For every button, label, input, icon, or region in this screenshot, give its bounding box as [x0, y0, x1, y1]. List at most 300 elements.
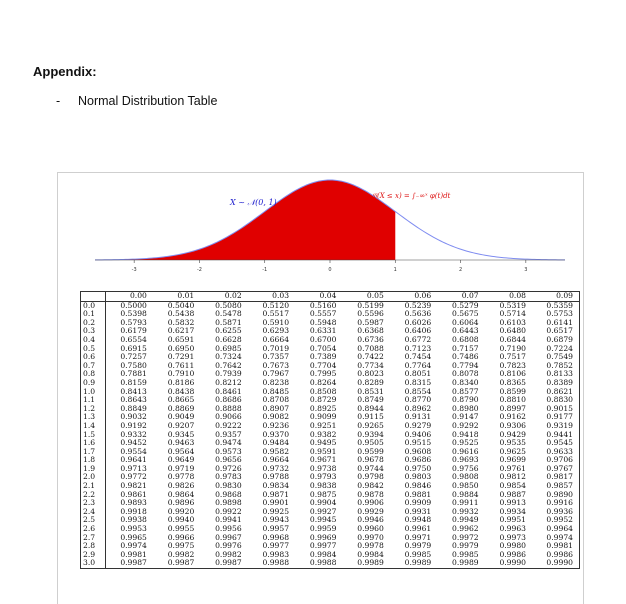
table-cell: 0.9913	[499, 498, 527, 508]
table-cell: 0.9573	[215, 446, 242, 456]
table-cell: 0.8289	[357, 377, 384, 387]
table-cell: 0.9732	[262, 463, 290, 473]
table-cell: 0.9474	[215, 438, 242, 448]
table-cell: 0.8078	[452, 369, 479, 379]
table-cell: 0.9986	[499, 549, 527, 559]
table-cell: 0.7734	[357, 360, 384, 370]
table-cell: 0.9693	[452, 455, 479, 465]
table-cell: 0.9985	[404, 549, 432, 559]
table-cell: 0.9821	[120, 481, 147, 491]
table-cell: 0.8159	[120, 377, 147, 387]
table-cell: 0.9678	[357, 455, 384, 465]
table-cell: 0.8508	[309, 386, 337, 396]
table-cell: 0.9292	[452, 420, 479, 430]
table-cell: 0.5871	[215, 317, 242, 327]
table-row	[81, 559, 580, 568]
row-header-z: 2.3	[81, 499, 106, 508]
table-cell: 0.9982	[215, 549, 242, 559]
table-cell: 0.9744	[357, 463, 384, 473]
table-cell: 0.9925	[262, 506, 290, 516]
row-header-z: 0.4	[81, 336, 106, 345]
column-header: 0.08	[485, 292, 532, 302]
table-cell: 0.6554	[120, 334, 147, 344]
table-cell: 0.9857	[546, 481, 573, 491]
row-header-z: 2.8	[81, 542, 106, 551]
table-cell: 0.9671	[309, 455, 337, 465]
table-cell: 0.8389	[546, 377, 573, 387]
column-header: 0.02	[200, 292, 247, 302]
table-cell: 0.5120	[262, 300, 290, 310]
table-cell: 0.8686	[215, 395, 242, 405]
table-cell: 0.9265	[357, 420, 384, 430]
table-body	[81, 301, 580, 568]
table-cell: 0.9222	[215, 420, 242, 430]
table-cell: 0.9495	[309, 438, 337, 448]
x-tick-label: 1	[393, 267, 397, 273]
table-cell: 0.9861	[120, 489, 147, 499]
table-cell: 0.8997	[499, 403, 527, 413]
table-cell: 0.9884	[452, 489, 479, 499]
table-cell: 0.7794	[452, 360, 479, 370]
table-cell: 0.9812	[499, 472, 527, 482]
table-cell: 0.9945	[309, 515, 337, 525]
table-cell: 0.9738	[309, 463, 337, 473]
table-cell: 0.9990	[485, 559, 532, 568]
table-cell: 0.9967	[215, 532, 242, 542]
table-cell: 0.9988	[295, 559, 342, 568]
table-cell: 0.7580	[120, 360, 147, 370]
table-cell: 0.9082	[262, 412, 290, 422]
x-tick-label: 0	[328, 267, 332, 273]
row-header-z: 2.1	[81, 482, 106, 491]
table-cell: 0.9953	[120, 524, 147, 534]
table-cell: 0.8413	[120, 386, 147, 396]
table-cell: 0.9788	[262, 472, 290, 482]
table-cell: 0.9382	[309, 429, 337, 439]
table-cell: 0.6844	[499, 334, 527, 344]
table-cell: 0.8133	[546, 369, 573, 379]
table-cell: 0.9983	[262, 549, 290, 559]
row-header-z: 0.5	[81, 345, 106, 354]
table-cell: 0.9830	[215, 481, 242, 491]
table-cell: 0.9875	[309, 489, 337, 499]
table-cell: 0.5675	[452, 309, 479, 319]
row-header-z: 2.4	[81, 508, 106, 517]
table-cell: 0.6480	[499, 326, 527, 336]
x-tick-label: -2	[196, 267, 202, 273]
table-cell: 0.9931	[404, 506, 432, 516]
table-cell: 0.9441	[546, 429, 573, 439]
table-cell: 0.5714	[499, 309, 527, 319]
table-cell: 0.5832	[167, 317, 195, 327]
table-cell: 0.5793	[120, 317, 147, 327]
row-header-z: 0.6	[81, 353, 106, 362]
table-cell: 0.9922	[215, 506, 242, 516]
table-cell: 0.5398	[120, 309, 147, 319]
table-cell: 0.9989	[437, 559, 484, 568]
table-cell: 0.9987	[153, 559, 200, 568]
table-cell: 0.9131	[404, 412, 432, 422]
row-header-z: 0.0	[81, 301, 106, 310]
table-cell: 0.7324	[215, 352, 242, 362]
table-cell: 0.9938	[120, 515, 147, 525]
table-cell: 0.8980	[452, 403, 479, 413]
table-cell: 0.9162	[499, 412, 527, 422]
table-cell: 0.6628	[215, 334, 242, 344]
table-cell: 0.9962	[452, 524, 479, 534]
table-cell: 0.8023	[357, 369, 384, 379]
table-cell: 0.9756	[452, 463, 479, 473]
table-cell: 0.9955	[167, 524, 195, 534]
table-cell: 0.9966	[167, 532, 195, 542]
table-cell: 0.7389	[309, 352, 337, 362]
table-cell: 0.7224	[546, 343, 573, 353]
table-cell: 0.8438	[167, 386, 195, 396]
table-cell: 0.9979	[404, 541, 432, 551]
table-cell: 0.9850	[452, 481, 479, 491]
table-cell: 0.7123	[404, 343, 432, 353]
table-cell: 0.9975	[167, 541, 195, 551]
table-cell: 0.9418	[452, 429, 479, 439]
table-cell: 0.9973	[499, 532, 527, 542]
table-cell: 0.9664	[262, 455, 290, 465]
table-cell: 0.8106	[499, 369, 527, 379]
table-cell: 0.9989	[390, 559, 437, 568]
table-cell: 0.9936	[546, 506, 573, 516]
table-cell: 0.8849	[120, 403, 147, 413]
table-cell: 0.9726	[215, 463, 242, 473]
table-cell: 0.6026	[404, 317, 432, 327]
table-cell: 0.9713	[120, 463, 147, 473]
column-header: 0.01	[153, 292, 200, 302]
table-cell: 0.7764	[404, 360, 432, 370]
table-cell: 0.5000	[120, 300, 147, 310]
table-cell: 0.9864	[167, 489, 195, 499]
table-cell: 0.9916	[546, 498, 573, 508]
row-header-z: 3.0	[81, 559, 106, 568]
table-cell: 0.9977	[309, 541, 337, 551]
table-cell: 0.9969	[309, 532, 337, 542]
table-cell: 0.9989	[342, 559, 389, 568]
table-cell: 0.8810	[499, 395, 527, 405]
table-cell: 0.9463	[167, 438, 195, 448]
table-cell: 0.8888	[215, 403, 242, 413]
table-cell: 0.9904	[309, 498, 337, 508]
table-cell: 0.8907	[262, 403, 290, 413]
table-cell: 0.9251	[309, 420, 337, 430]
table-cell: 0.5517	[262, 309, 290, 319]
column-header: 0.03	[248, 292, 295, 302]
normal-curve-plot	[58, 173, 583, 293]
table-cell: 0.9984	[309, 549, 337, 559]
table-cell: 0.8925	[309, 403, 337, 413]
row-header-z: 0.2	[81, 319, 106, 328]
table-cell: 0.9564	[167, 446, 195, 456]
table-cell: 0.9066	[215, 412, 242, 422]
table-cell: 0.9961	[404, 524, 432, 534]
table-cell: 0.6950	[167, 343, 195, 353]
table-cell: 0.9357	[215, 429, 242, 439]
table-cell: 0.8485	[262, 386, 290, 396]
table-cell: 0.8869	[167, 403, 195, 413]
table-cell: 0.7190	[499, 343, 527, 353]
row-header-z: 1.1	[81, 396, 106, 405]
column-header: 0.06	[390, 292, 437, 302]
table-cell: 0.8749	[357, 395, 384, 405]
table-cell: 0.6915	[120, 343, 147, 353]
column-header: 0.07	[437, 292, 484, 302]
table-cell: 0.9793	[309, 472, 337, 482]
table-cell: 0.9484	[262, 438, 290, 448]
table-cell: 0.6103	[499, 317, 527, 327]
row-header-z: 2.6	[81, 525, 106, 534]
table-cell: 0.7257	[120, 352, 147, 362]
row-header-z: 2.2	[81, 491, 106, 500]
table-cell: 0.8531	[357, 386, 384, 396]
table-cell: 0.7939	[215, 369, 242, 379]
row-header-z: 2.9	[81, 551, 106, 560]
table-cell: 0.7088	[357, 343, 384, 353]
table-cell: 0.9656	[215, 455, 242, 465]
x-tick-label: 3	[524, 267, 528, 273]
table-cell: 0.9981	[546, 541, 573, 551]
table-cell: 0.7549	[546, 352, 573, 362]
distribution-label: X ~ 𝒩(0, 1)	[230, 198, 277, 207]
table-cell: 0.7881	[120, 369, 147, 379]
table-cell: 0.6772	[404, 334, 432, 344]
table-cell: 0.9986	[546, 549, 573, 559]
table-cell: 0.7642	[215, 360, 242, 370]
table-cell: 0.6700	[309, 334, 337, 344]
table-cell: 0.9826	[167, 481, 195, 491]
table-cell: 0.8621	[546, 386, 573, 396]
table-cell: 0.7357	[262, 352, 290, 362]
table-cell: 0.9898	[215, 498, 242, 508]
table-cell: 0.9963	[499, 524, 527, 534]
table-cell: 0.9147	[452, 412, 479, 422]
row-header-z: 0.7	[81, 362, 106, 371]
table-cell: 0.7967	[262, 369, 290, 379]
table-cell: 0.9920	[167, 506, 195, 516]
table-cell: 0.5279	[452, 300, 479, 310]
table-cell: 0.8212	[215, 377, 242, 387]
table-cell: 0.7422	[357, 352, 384, 362]
normal-distribution-table	[80, 291, 580, 569]
row-header-z: 1.0	[81, 388, 106, 397]
table-cell: 0.9982	[167, 549, 195, 559]
table-cell: 0.8770	[404, 395, 432, 405]
table-cell: 0.9972	[452, 532, 479, 542]
table-cell: 0.9049	[167, 412, 195, 422]
table-cell: 0.9599	[357, 446, 384, 456]
table-cell: 0.8264	[309, 377, 337, 387]
table-cell: 0.5239	[404, 300, 432, 310]
table-cell: 0.6293	[262, 326, 290, 336]
appendix-heading: Appendix:	[33, 64, 97, 79]
table-cell: 0.8238	[262, 377, 290, 387]
table-cell: 0.9956	[215, 524, 242, 534]
table-cell: 0.5753	[546, 309, 573, 319]
bullet-marker: -	[56, 94, 61, 108]
table-cell: 0.9871	[262, 489, 290, 499]
table-cell: 0.9893	[120, 498, 147, 508]
table-cell: 0.9394	[357, 429, 384, 439]
table-cell: 0.9890	[546, 489, 573, 499]
table-cell: 0.8729	[309, 395, 337, 405]
table-cell: 0.9834	[262, 481, 290, 491]
column-header: 0.05	[342, 292, 389, 302]
table-cell: 0.9927	[309, 506, 337, 516]
row-header-z: 1.7	[81, 448, 106, 457]
table-cell: 0.9901	[262, 498, 290, 508]
table-cell: 0.6141	[546, 317, 573, 327]
table-cell: 0.9964	[546, 524, 573, 534]
table-cell: 0.8830	[546, 395, 573, 405]
table-cell: 0.9686	[404, 455, 432, 465]
table-cell: 0.9980	[499, 541, 527, 551]
table-cell: 0.9452	[120, 438, 147, 448]
table-cell: 0.9429	[499, 429, 527, 439]
table-cell: 0.9706	[546, 455, 573, 465]
table-cell: 0.6406	[404, 326, 432, 336]
table-cell: 0.8051	[404, 369, 432, 379]
column-header: 0.00	[106, 292, 153, 302]
x-tick-label: -3	[131, 267, 137, 273]
table-cell: 0.9946	[357, 515, 384, 525]
table-cell: 0.9846	[404, 481, 432, 491]
table-cell: 0.9582	[262, 446, 290, 456]
table-cell: 0.8599	[499, 386, 527, 396]
row-header-z: 0.8	[81, 370, 106, 379]
table-cell: 0.9929	[357, 506, 384, 516]
table-cell: 0.6664	[262, 334, 290, 344]
table-cell: 0.9909	[404, 498, 432, 508]
row-header-z: 1.6	[81, 439, 106, 448]
table-cell: 0.9981	[120, 549, 147, 559]
table-header-row	[81, 292, 580, 302]
table-cell: 0.9032	[120, 412, 147, 422]
row-header-z: 2.0	[81, 473, 106, 482]
table-cell: 0.9608	[404, 446, 432, 456]
table-cell: 0.7611	[167, 360, 195, 370]
table-cell: 0.8186	[167, 377, 195, 387]
table-cell: 0.7517	[499, 352, 527, 362]
table-cell: 0.9988	[248, 559, 295, 568]
table-cell: 0.5359	[546, 300, 573, 310]
table-cell: 0.9591	[309, 446, 337, 456]
table-cell: 0.9968	[262, 532, 290, 542]
table-cell: 0.6443	[452, 326, 479, 336]
bullet-text: Normal Distribution Table	[78, 94, 218, 108]
table-cell: 0.9842	[357, 481, 384, 491]
table-cell: 0.9949	[452, 515, 479, 525]
table-cell: 0.9616	[452, 446, 479, 456]
table-cell: 0.9099	[309, 412, 337, 422]
table-cell: 0.9990	[532, 559, 579, 568]
table-cell: 0.9854	[499, 481, 527, 491]
table-cell: 0.5948	[309, 317, 337, 327]
table-cell: 0.6255	[215, 326, 242, 336]
table-cell: 0.9940	[167, 515, 195, 525]
table-cell: 0.5596	[357, 309, 384, 319]
table-cell: 0.9957	[262, 524, 290, 534]
table-cell: 0.9633	[546, 446, 573, 456]
table-cell: 0.9625	[499, 446, 527, 456]
table-cell: 0.9987	[106, 559, 153, 568]
table-cell: 0.9985	[452, 549, 479, 559]
x-tick-label: -1	[262, 267, 268, 273]
table-cell: 0.5987	[357, 317, 384, 327]
table-cell: 0.9808	[452, 472, 479, 482]
table-cell: 0.7486	[452, 352, 479, 362]
table-cell: 0.9319	[546, 420, 573, 430]
table-cell: 0.6179	[120, 326, 147, 336]
table-cell: 0.9974	[546, 532, 573, 542]
row-header-z: 0.1	[81, 310, 106, 319]
table-cell: 0.9370	[262, 429, 290, 439]
table-cell: 0.8365	[499, 377, 527, 387]
table-cell: 0.7454	[404, 352, 432, 362]
table-cell: 0.5319	[499, 300, 527, 310]
table-cell: 0.9641	[120, 455, 147, 465]
table-cell: 0.7157	[452, 343, 479, 353]
table-cell: 0.8962	[404, 403, 432, 413]
row-header-z: 2.5	[81, 516, 106, 525]
table-cell: 0.9306	[499, 420, 527, 430]
table-cell: 0.9767	[546, 463, 573, 473]
table-cell: 0.9959	[309, 524, 337, 534]
table-cell: 0.6736	[357, 334, 384, 344]
table-cell: 0.5040	[167, 300, 195, 310]
table-cell: 0.6368	[357, 326, 384, 336]
table-cell: 0.7995	[309, 369, 337, 379]
column-header: 0.09	[532, 292, 579, 302]
table-cell: 0.9525	[452, 438, 479, 448]
table-cell: 0.9406	[404, 429, 432, 439]
table-cell: 0.9984	[357, 549, 384, 559]
table-cell: 0.9974	[120, 541, 147, 551]
table-cell: 0.9207	[167, 420, 195, 430]
table-cell: 0.7910	[167, 369, 195, 379]
table-cell: 0.7852	[546, 360, 573, 370]
table-cell: 0.7704	[309, 360, 337, 370]
table-cell: 0.8461	[215, 386, 242, 396]
table-cell: 0.9345	[167, 429, 195, 439]
table-cell: 0.9783	[215, 472, 242, 482]
table-cell: 0.9971	[404, 532, 432, 542]
table-cell: 0.9015	[546, 403, 573, 413]
table-cell: 0.8708	[262, 395, 290, 405]
table-cell: 0.6517	[546, 326, 573, 336]
shaded-cdf-area	[95, 180, 395, 260]
normal-distribution-table-container	[80, 291, 580, 569]
table-cell: 0.9236	[262, 420, 290, 430]
table-cell: 0.9535	[499, 438, 527, 448]
row-header-z: 1.8	[81, 456, 106, 465]
table-cell: 0.9979	[452, 541, 479, 551]
table-cell: 0.9515	[404, 438, 432, 448]
table-cell: 0.9279	[404, 420, 432, 430]
table-cell: 0.7823	[499, 360, 527, 370]
table-cell: 0.8790	[452, 395, 479, 405]
table-cell: 0.9934	[499, 506, 527, 516]
row-header-z: 1.2	[81, 405, 106, 414]
row-header-z: 0.3	[81, 327, 106, 336]
table-cell: 0.9965	[120, 532, 147, 542]
table-cell: 0.5438	[167, 309, 195, 319]
table-cell: 0.9881	[404, 489, 432, 499]
table-cell: 0.9772	[120, 472, 147, 482]
